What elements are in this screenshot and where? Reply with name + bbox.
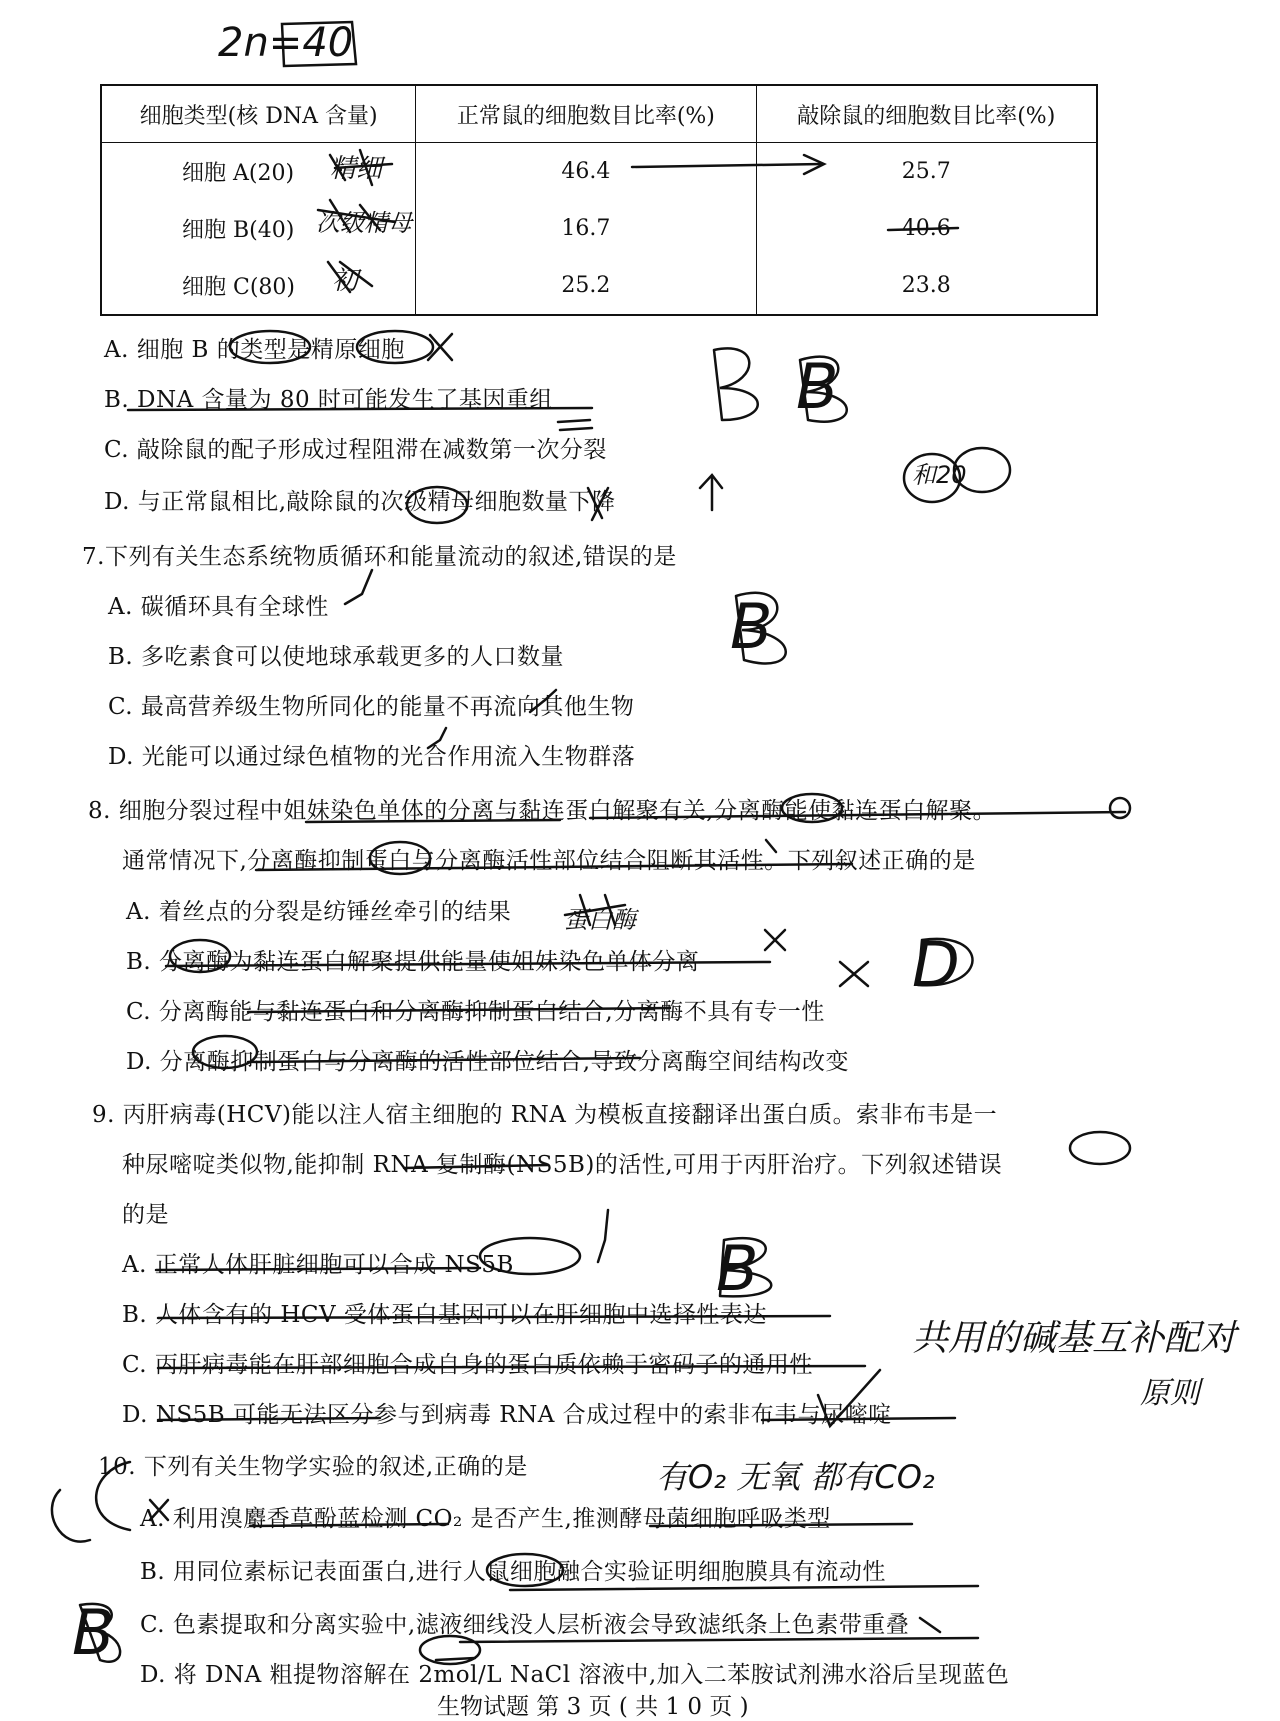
annotation-q6-answer: B: [796, 350, 839, 423]
q9-option-c: C. 丙肝病毒能在肝部细胞合成自身的蛋白质依赖于密码子的通用性: [122, 1352, 813, 1378]
q7-option-c: C. 最高营养级生物所同化的能量不再流向其他生物: [108, 694, 635, 720]
annotation-q6-circle: 和20: [912, 461, 967, 489]
q9-option-a: A. 正常人体肝脏细胞可以合成 NS5B: [122, 1252, 514, 1278]
table-row: [101, 143, 1097, 201]
column-header: 细胞类型(核 DNA 含量): [101, 85, 416, 143]
table-header-row: [101, 85, 1097, 143]
annotation-q8-margin: 蛋白酶: [564, 906, 636, 934]
q8-option-d: D. 分离酶抑制蛋白与分离酶的活性部位结合,导致分离酶空间结构改变: [126, 1049, 850, 1075]
q10-option-c: C. 色素提取和分离实验中,滤液细线没人层析液会导致滤纸条上色素带重叠: [140, 1612, 910, 1638]
q7-option-b: B. 多吃素食可以使地球承载更多的人口数量: [108, 644, 565, 670]
table-row: [101, 200, 1097, 257]
q9-stem-line1: 9. 丙肝病毒(HCV)能以注人宿主细胞的 RNA 为模板直接翻译出蛋白质。索非布韦是一: [92, 1102, 998, 1128]
q8-option-a: A. 着丝点的分裂是纺锤丝牵引的结果: [126, 899, 512, 925]
annotation-row-a: 精细: [330, 154, 383, 184]
q10-option-b: B. 用同位素标记表面蛋白,进行人鼠细胞融合实验证明细胞膜具有流动性: [140, 1559, 886, 1585]
q6-option-d: D. 与正常鼠相比,敲除鼠的次级精母细胞数量下降: [104, 489, 616, 515]
q6-option-a: A. 细胞 B 的类型是精原细胞: [104, 337, 405, 363]
knockout-ratio: 40.6: [756, 200, 1097, 257]
q9-option-d: D. NS5B 可能无法区分参与到病毒 RNA 合成过程中的索非布韦与尿嘧啶: [122, 1402, 892, 1428]
knockout-ratio: 25.7: [756, 143, 1097, 201]
annotation-q9-note2: 原则: [1140, 1376, 1200, 1411]
cell-type: 细胞 A(20): [101, 143, 416, 201]
q7-option-d: D. 光能可以通过绿色植物的光合作用流入生物群落: [108, 744, 636, 770]
q6-option-c: C. 敲除鼠的配子形成过程阻滞在减数第一次分裂: [104, 437, 607, 463]
normal-ratio: 46.4: [416, 143, 756, 201]
annotation-q9-answer: B: [716, 1232, 759, 1305]
normal-ratio: 16.7: [416, 200, 756, 257]
cell-type: 细胞 C(80): [101, 257, 416, 315]
q10-stem: 10. 下列有关生物学实验的叙述,正确的是: [98, 1454, 528, 1480]
annotation-2n-40: 2n=40: [218, 20, 354, 66]
table-row: [101, 257, 1097, 315]
page-footer: 生物试题 第 3 页 ( 共 1 0 页 ): [437, 1694, 749, 1720]
annotation-q9-note1: 共用的碱基互补配对: [912, 1318, 1237, 1359]
knockout-ratio: 23.8: [756, 257, 1097, 315]
q8-stem-line1: 8. 细胞分裂过程中姐妹染色单体的分离与黏连蛋白解聚有关,分离酶能使黏连蛋白解聚。: [88, 798, 997, 824]
q8-option-b: B. 分离酶为黏连蛋白解聚提供能量使姐妹染色单体分离: [126, 949, 700, 975]
q9-option-b: B. 人体含有的 HCV 受体蛋白基因可以在肝细胞中选择性表达: [122, 1302, 767, 1328]
normal-ratio: 25.2: [416, 257, 756, 315]
annotation-q10-note: 有O₂ 无氧 都有CO₂: [656, 1458, 935, 1496]
cell-type: 细胞 B(40): [101, 200, 416, 257]
annotation-row-c: 初: [332, 266, 359, 296]
q8-option-c: C. 分离酶能与黏连蛋白和分离酶抑制蛋白结合,分离酶不具有专一性: [126, 999, 825, 1025]
q9-stem-line3: 的是: [122, 1202, 169, 1228]
q8-stem-line2: 通常情况下,分离酶抑制蛋白与分离酶活性部位结合阻断其活性。下列叙述正确的是: [122, 848, 976, 874]
annotation-q7-answer: B: [730, 590, 773, 663]
column-header: 正常鼠的细胞数目比率(%): [416, 85, 756, 143]
q10-option-d: D. 将 DNA 粗提物溶解在 2mol/L NaCl 溶液中,加入二苯胺试剂沸水浴后呈现蓝色: [140, 1662, 1010, 1688]
q6-option-b: B. DNA 含量为 80 时可能发生了基因重组: [104, 387, 553, 413]
column-header: 敲除鼠的细胞数目比率(%): [756, 85, 1097, 143]
annotation-row-b: 次级精母: [316, 209, 412, 237]
q7-option-a: A. 碳循环具有全球性: [108, 594, 329, 620]
q10-option-a: A. 利用溴麝香草酚蓝检测 CO₂ 是否产生,推测酵母菌细胞呼吸类型: [140, 1506, 831, 1532]
cell-ratio-table: [100, 84, 1098, 316]
q9-stem-line2: 种尿嘧啶类似物,能抑制 RNA 复制酶(NS5B)的活性,可用于丙肝治疗。下列叙述错误: [122, 1152, 1003, 1178]
annotation-q8-answer: D: [912, 928, 960, 1001]
q7-stem: 7.下列有关生态系统物质循环和能量流动的叙述,错误的是: [82, 544, 677, 570]
annotation-q10-answer: B: [72, 1596, 115, 1669]
